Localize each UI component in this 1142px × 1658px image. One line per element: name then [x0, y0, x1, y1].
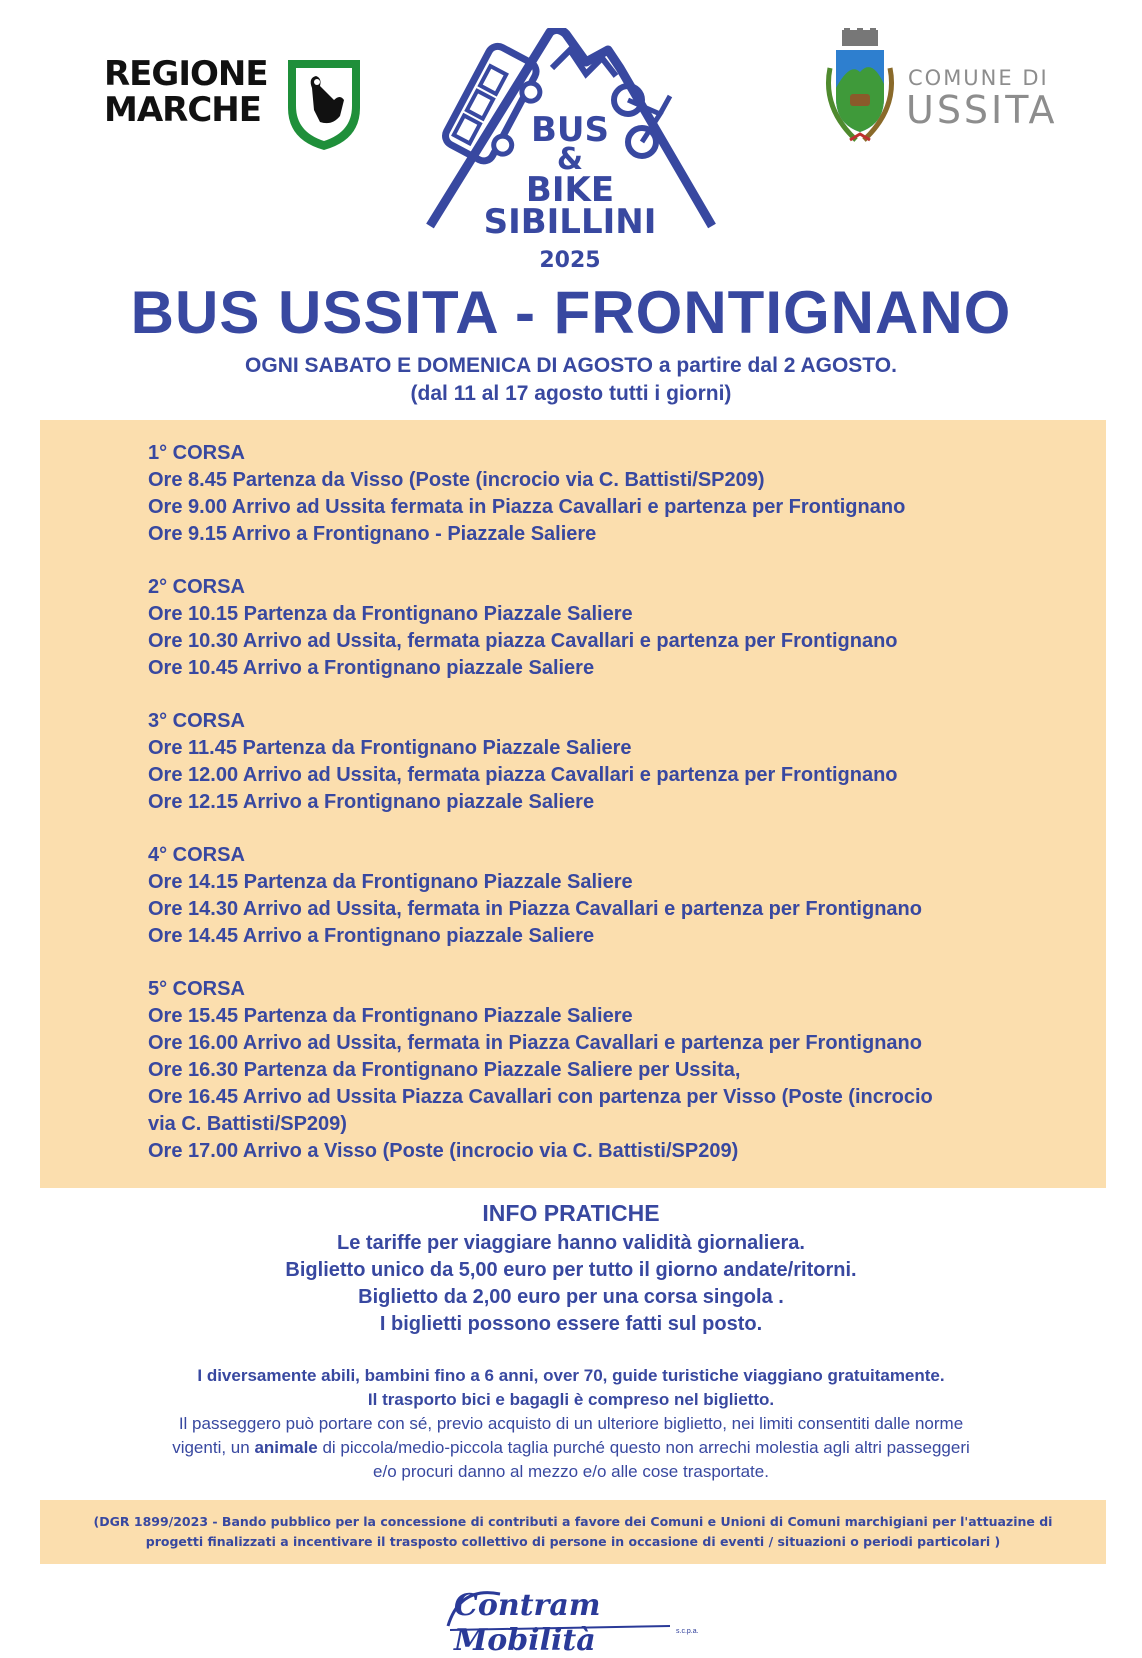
- note-bikes: Il trasporto bici e bagagli è compreso nel biglietto.: [367, 1390, 775, 1409]
- corsa-line: Ore 11.45 Partenza da Frontignano Piazzale Saliere: [148, 737, 632, 759]
- note-text-part: di piccola/medio-piccola taglia purché questo non arrechi molestia agli altri passeggeri: [317, 1438, 970, 1457]
- info-line: Le tariffe per viaggiare hanno validità giornaliera.: [337, 1232, 805, 1254]
- corsa-line: Ore 16.00 Arrivo ad Ussita, fermata in Piazza Cavallari e partenza per Frontignano: [148, 1032, 922, 1054]
- corsa-line: Ore 17.00 Arrivo a Visso (Poste (incrocio via C. Battisti/SP209): [148, 1140, 739, 1162]
- corsa-2: [148, 574, 1068, 682]
- corsa-line: Ore 10.45 Arrivo a Frontignano piazzale Saliere: [148, 657, 595, 679]
- corsa-3: [148, 708, 1068, 816]
- corsa-line: Ore 14.15 Partenza da Frontignano Piazzale Saliere: [148, 871, 633, 893]
- contram-sub: s.c.p.a.: [676, 1628, 699, 1635]
- corsa-title: 3° CORSA: [148, 710, 245, 732]
- regione-marche-wordmark: [104, 56, 268, 128]
- bike-text: BIKE: [525, 170, 615, 210]
- schedule-list: [148, 440, 1068, 1191]
- corsa-line: via C. Battisti/SP209): [148, 1113, 347, 1135]
- corsa-line: Ore 12.15 Arrivo a Frontignano piazzale Saliere: [148, 791, 595, 813]
- corsa-line: Ore 16.30 Partenza da Frontignano Piazzale Saliere per Ussita,: [148, 1059, 741, 1081]
- schedule-box: [40, 420, 1106, 1188]
- corsa-line: Ore 10.15 Partenza da Frontignano Piazzale Saliere: [148, 603, 633, 625]
- dgr-box: [40, 1500, 1106, 1564]
- note-text-part: vigenti, un: [172, 1438, 255, 1457]
- note-animals-line: Il passeggero può portare con sé, previo acquisto di un ulteriore biglietto, nei limiti consentiti dalle norme: [178, 1414, 964, 1433]
- corsa-line: Ore 8.45 Partenza da Visso (Poste (incrocio via C. Battisti/SP209): [148, 469, 765, 491]
- corsa-4: [148, 842, 1068, 950]
- regione-marche-shield-icon: [284, 56, 364, 152]
- corsa-line: Ore 14.45 Arrivo a Frontignano piazzale Saliere: [148, 925, 595, 947]
- note-free-travel: I diversamente abili, bambini fino a 6 anni, over 70, guide turistiche viaggiano gratuitamente.: [197, 1366, 945, 1385]
- dgr-line: progetti finalizzati a incentivare il trasposto collettivo di persone in occasione di eventi / situazioni o periodi particolari ): [145, 1534, 1001, 1549]
- subtitle-line: (dal 11 al 17 agosto tutti i giorni): [410, 382, 732, 405]
- corsa-line: Ore 15.45 Partenza da Frontignano Piazzale Saliere: [148, 1005, 633, 1027]
- dgr-line: (DGR 1899/2023 - Bando pubblico per la concessione di contributi a favore dei Comuni e Unioni di Comuni marchigiani per l'attuazine di: [93, 1514, 1053, 1529]
- corsa-title: 2° CORSA: [148, 576, 245, 598]
- notes: [0, 1364, 1142, 1484]
- corsa-title: 5° CORSA: [148, 978, 245, 1000]
- sibillini-text: SIBILLINI: [483, 202, 657, 242]
- ampersand-text: &: [556, 142, 584, 177]
- regione-marche-logo: [104, 56, 374, 156]
- info-line: Biglietto da 2,00 euro per una corsa singola .: [358, 1286, 784, 1308]
- subtitle: [0, 352, 1142, 408]
- corsa-line: Ore 14.30 Arrivo ad Ussita, fermata in Piazza Cavallari e partenza per Frontignano: [148, 898, 922, 920]
- bus-text: BUS: [530, 110, 609, 150]
- corsa-1: [148, 440, 1068, 548]
- subtitle-line: OGNI SABATO E DOMENICA DI AGOSTO a partire dal 2 AGOSTO.: [245, 354, 897, 377]
- corsa-line: Ore 10.30 Arrivo ad Ussita, fermata piazza Cavallari e partenza per Frontignano: [148, 630, 898, 652]
- ussita-crest-icon: [820, 28, 900, 148]
- info-line: Biglietto unico da 5,00 euro per tutto il giorno andate/ritorni.: [285, 1259, 857, 1281]
- regione-line: REGIONE: [104, 54, 268, 94]
- corsa-line: Ore 9.15 Arrivo a Frontignano - Piazzale Saliere: [148, 523, 597, 545]
- info-line: I biglietti possono essere fatti sul posto.: [379, 1313, 763, 1335]
- info-list: [0, 1230, 1142, 1338]
- page-title: BUS USSITA - FRONTIGNANO: [130, 279, 1012, 346]
- corsa-line: Ore 12.00 Arrivo ad Ussita, fermata piazza Cavallari e partenza per Frontignano: [148, 764, 898, 786]
- corsa-title: 4° CORSA: [148, 844, 245, 866]
- corsa-line: Ore 9.00 Arrivo ad Ussita fermata in Piazza Cavallari e partenza per Frontignano: [148, 496, 906, 518]
- note-animals-line: [0, 1436, 1142, 1460]
- ussita-text: USSITA: [906, 88, 1058, 132]
- note-animals-line: e/o procuri danno al mezzo e/o alle cose trasportate.: [373, 1462, 769, 1481]
- comune-ussita-logo: [820, 28, 1080, 148]
- contram-wordmark: Contram Mobilità: [454, 1588, 601, 1658]
- corsa-title: 1° CORSA: [148, 442, 245, 464]
- note-animale: animale: [254, 1438, 318, 1457]
- info-title: INFO PRATICHE: [482, 1200, 660, 1226]
- contram-logo: [440, 1580, 710, 1658]
- dgr-text: [60, 1512, 1086, 1552]
- header: [0, 0, 1142, 285]
- corsa-5: [148, 976, 1068, 1165]
- bus-bike-sibillini-logo: [420, 28, 720, 278]
- comune-di-text: COMUNE DI: [908, 66, 1049, 90]
- marche-line: MARCHE: [104, 90, 261, 130]
- year-text: 2025: [539, 248, 601, 273]
- corsa-line: Ore 16.45 Arrivo ad Ussita Piazza Cavallari con partenza per Visso (Poste (incrocio: [148, 1086, 933, 1108]
